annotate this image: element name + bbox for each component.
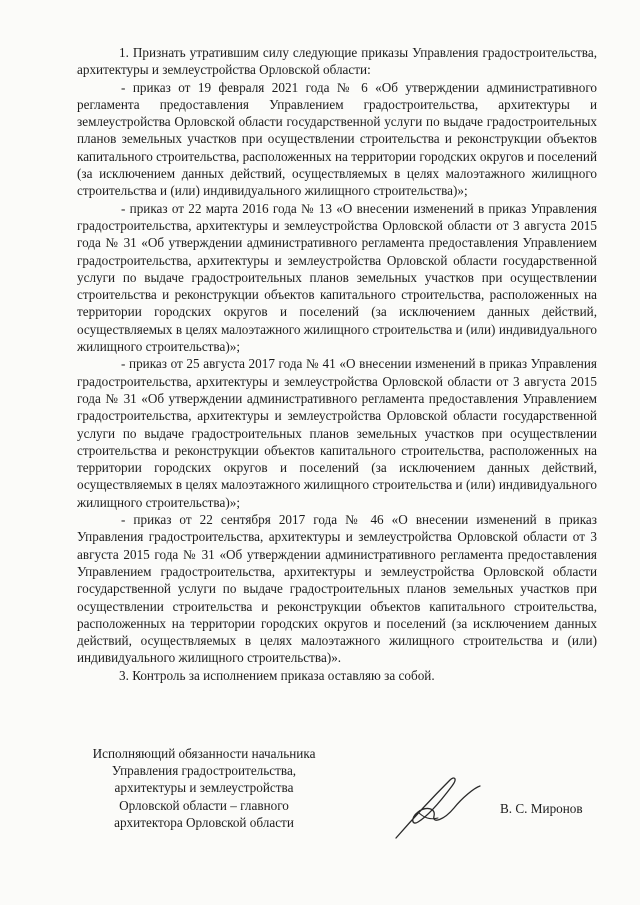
position-line: архитектуры и землеустройства — [114, 780, 294, 796]
position-line: архитектора Орловской области — [114, 814, 294, 830]
paragraph-order-2021-6: - приказ от 19 февраля 2021 года № 6 «Об утверждении административного регламента предоставления Управлением градостроительства, архитектуры и землеустройства Орловской области государственной услуги по выдаче градостроительных планов земельных участков при осуществлении строительства и реконструкции объектов капитального строительства, расположенных на территории городских округов и поселений (за исключением данных действий, осуществляемых в целях малоэтажного жилищного строительства и (или) индивидуального жилищного строительства)»; — [77, 79, 597, 199]
paragraph-item-1: 1. Признать утратившим силу следующие приказы Управления градостроительства, архитектуры и землеустройства Орловской области: — [77, 45, 597, 78]
document-body — [77, 44, 597, 684]
position-line: Управления градостроительства, — [111, 763, 297, 779]
paragraph-item-3: 3. Контроль за исполнением приказа оставляю за собой. — [119, 667, 435, 683]
paragraph-order-2017-46: - приказ от 22 сентября 2017 года № 46 «О внесении изменений в приказ Управления градостроительства, архитектуры и землеустройства Орловской области от 3 августа 2015 года № 31 «Об утверждении административного регламента предоставления Управлением градостроительства, архитектуры и землеустройства Орловской области государственной услуги по выдаче градостроительных планов земельных участков при осуществлении строительства и реконструкции объектов капитального строительства, расположенных на территории городских округов и поселений (за исключением данных действий, осуществляемых в целях малоэтажного жилищного строительства и (или) индивидуального жилищного строительства)». — [77, 512, 597, 666]
signatory-position — [84, 745, 324, 831]
position-line: Орловской области – главного — [119, 797, 289, 813]
handwritten-signature — [388, 772, 484, 842]
paragraph-order-2017-41: - приказ от 25 августа 2017 года № 41 «О внесении изменений в приказ Управления градостроительства, архитектуры и землеустройства Орловской области от 3 августа 2015 года № 31 «Об утверждении административного регламента предоставления Управлением градостроительства, архитектуры и землеустройства Орловской области государственной услуги по выдаче градостроительных планов земельных участков при осуществлении строительства и реконструкции объектов капитального строительства, расположенных на территории городских округов и поселений (за исключением данных действий, осуществляемых в целях малоэтажного жилищного строительства и (или) индивидуального жилищного строительства)»; — [77, 356, 597, 510]
paragraph-order-2016-13: - приказ от 22 марта 2016 года № 13 «О внесении изменений в приказ Управления градостроительства, архитектуры и землеустройства Орловской области от 3 августа 2015 года № 31 «Об утверждении административного регламента предоставления Управлением градостроительства, архитектуры и землеустройства Орловской области государственной услуги по выдаче градостроительных планов земельных участков при осуществлении строительства и реконструкции объектов капитального строительства, расположенных на территории городских округов и поселений (за исключением данных действий, осуществляемых в целях малоэтажного жилищного строительства и (или) индивидуального жилищного строительства)»; — [77, 200, 597, 355]
signatory-name: В. С. Миронов — [500, 801, 583, 816]
position-line: Исполняющий обязанности начальника — [92, 746, 316, 761]
